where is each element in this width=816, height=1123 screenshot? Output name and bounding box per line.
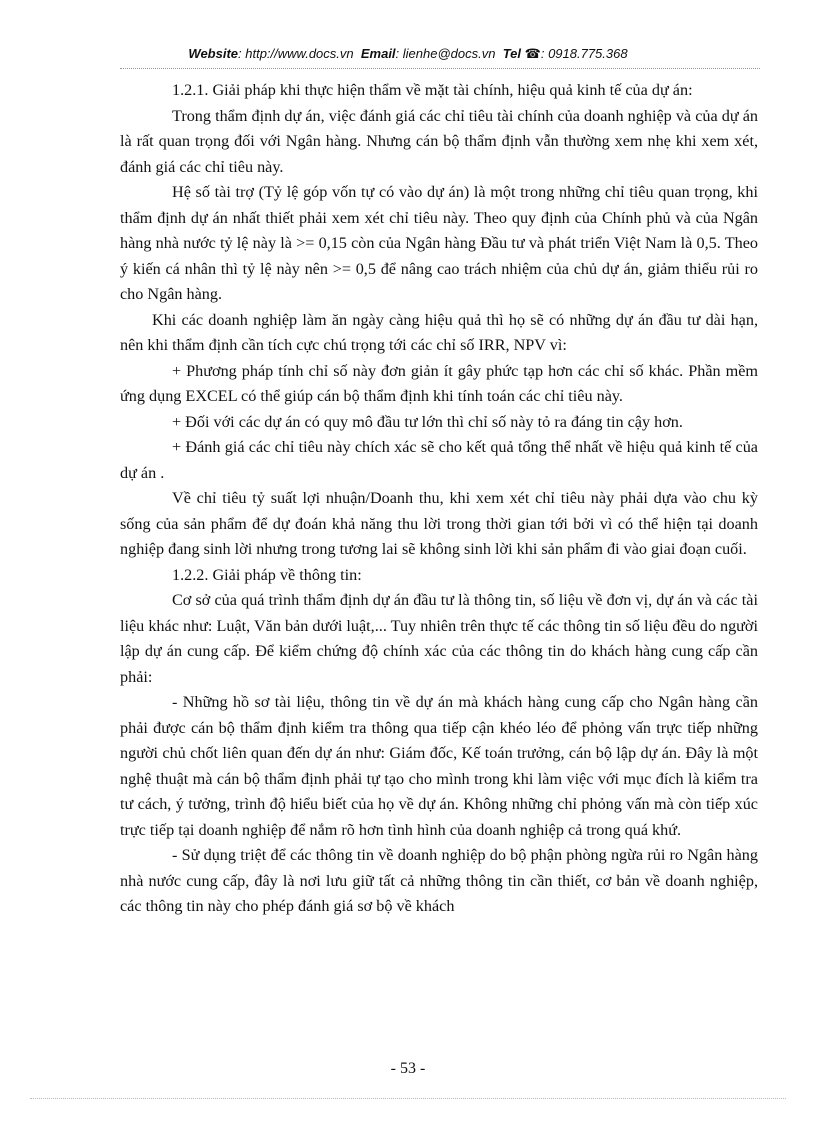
dash-paragraph: - Những hồ sơ tài liệu, thông tin về dự án mà khách hàng cung cấp cho Ngân hàng cần phải được cán bộ thẩm định kiểm tra thông qua tiếp cận khéo léo để phỏng vấn trực tiếp những người chủ chốt liên quan đến dự án như: Giám đốc, Kế toán trưởng, cán bộ lập dự án. Đây là một nghệ thuật mà cán bộ thẩm định phải tự tạo cho mình trong khi làm việc với mục đích là kiểm tra tư cách, ý tưởng, trình độ hiểu biết của họ về dự án. Không những chỉ phỏng vấn mà còn tiếp xúc trực tiếp tại doanh nghiệp để nắm rõ hơn tình hình của doanh nghiệp cả trong quá khứ. [120, 693, 758, 839]
email-label: Email [360, 46, 396, 61]
document-body [120, 78, 758, 920]
paragraph: Khi các doanh nghiệp làm ăn ngày càng hiệu quả thì họ sẽ có những dự án đầu tư dài hạn, nên khi thẩm định cần tích cực chú trọng tới các chỉ số IRR, NPV vì: [120, 310, 758, 354]
email-value: : lienhe@docs.vn [395, 46, 496, 61]
section-heading-1-2-1: 1.2.1. Giải pháp khi thực hiện thẩm về mặt tài chính, hiệu quả kinh tế của dự án: [172, 81, 693, 99]
paragraph: Về chỉ tiêu tỷ suất lợi nhuận/Doanh thu, khi xem xét chỉ tiêu này phải dựa vào chu kỳ sống của sản phẩm để dự đoán khả năng thu lời trong thời gian tới bởi vì có thể hiện tại doanh nghiệp đang sinh lời nhưng trong tương lai sẽ không sinh lời khi sản phẩm đi vào giai đoạn cuối. [120, 489, 758, 558]
bullet-paragraph: + Đánh giá các chỉ tiêu này chích xác sẽ cho kết quả tổng thể nhất về hiệu quả kinh tế của dự án . [120, 438, 758, 482]
bullet-paragraph: + Phương pháp tính chỉ số này đơn giản ít gây phức tạp hơn các chỉ số khác. Phần mềm ứng dụng EXCEL có thể giúp cán bộ thẩm định khi tính toán các chỉ tiêu này. [120, 361, 758, 405]
page-header [0, 46, 816, 62]
paragraph: Hệ số tài trợ (Tỷ lệ góp vốn tự có vào dự án) là một trong những chỉ tiêu quan trọng, khi thẩm định dự án nhất thiết phải xem xét chỉ tiêu này. Theo quy định của Chính phủ và của Ngân hàng nhà nước tỷ lệ này là >= 0,15 còn của Ngân hàng Đầu tư và phát triển Việt Nam là 0,5. Theo ý kiến cá nhân thì tỷ lệ này nên >= 0,5 để nâng cao trách nhiệm của chủ dự án, giảm thiểu rủi ro cho Ngân hàng. [120, 183, 758, 303]
header-divider [120, 68, 760, 69]
dash-paragraph: - Sử dụng triệt để các thông tin về doanh nghiệp do bộ phận phòng ngừa rủi ro Ngân hàng nhà nước cung cấp, đây là nơi lưu giữ tất cả những thông tin cần thiết, cơ bản về doanh nghiệp, các thông tin này cho phép đánh giá sơ bộ về khách [120, 846, 758, 915]
tel-value: : 0918.775.368 [540, 46, 628, 61]
page-number: - 53 - [390, 1060, 426, 1077]
website-value: : http://www.docs.vn [238, 46, 354, 61]
paragraph: Trong thẩm định dự án, việc đánh giá các chỉ tiêu tài chính của doanh nghiệp và của dự án là rất quan trọng đối với Ngân hàng. Nhưng cán bộ thẩm định vẫn thường xem nhẹ khi xem xét, đánh giá các chỉ tiêu này. [120, 106, 758, 176]
bullet-paragraph: + Đối với các dự án có quy mô đầu tư lớn thì chỉ số này tỏ ra đáng tin cậy hơn. [172, 412, 683, 431]
page-bottom-divider [30, 1098, 786, 1099]
tel-label: Tel [502, 46, 522, 61]
phone-icon: ☎ [524, 46, 541, 61]
section-heading-1-2-2: 1.2.2. Giải pháp về thông tin: [172, 565, 362, 584]
paragraph: Cơ sở của quá trình thẩm định dự án đầu tư là thông tin, số liệu về đơn vị, dự án và các tài liệu khác như: Luật, Văn bản dưới luật,... Tuy nhiên trên thực tế các thông tin số liệu đều do người lập dự án cung cấp. Để kiểm chứng độ chính xác của các thông tin do khách hàng cung cấp cần phải: [120, 591, 758, 686]
website-label: Website [188, 46, 239, 61]
